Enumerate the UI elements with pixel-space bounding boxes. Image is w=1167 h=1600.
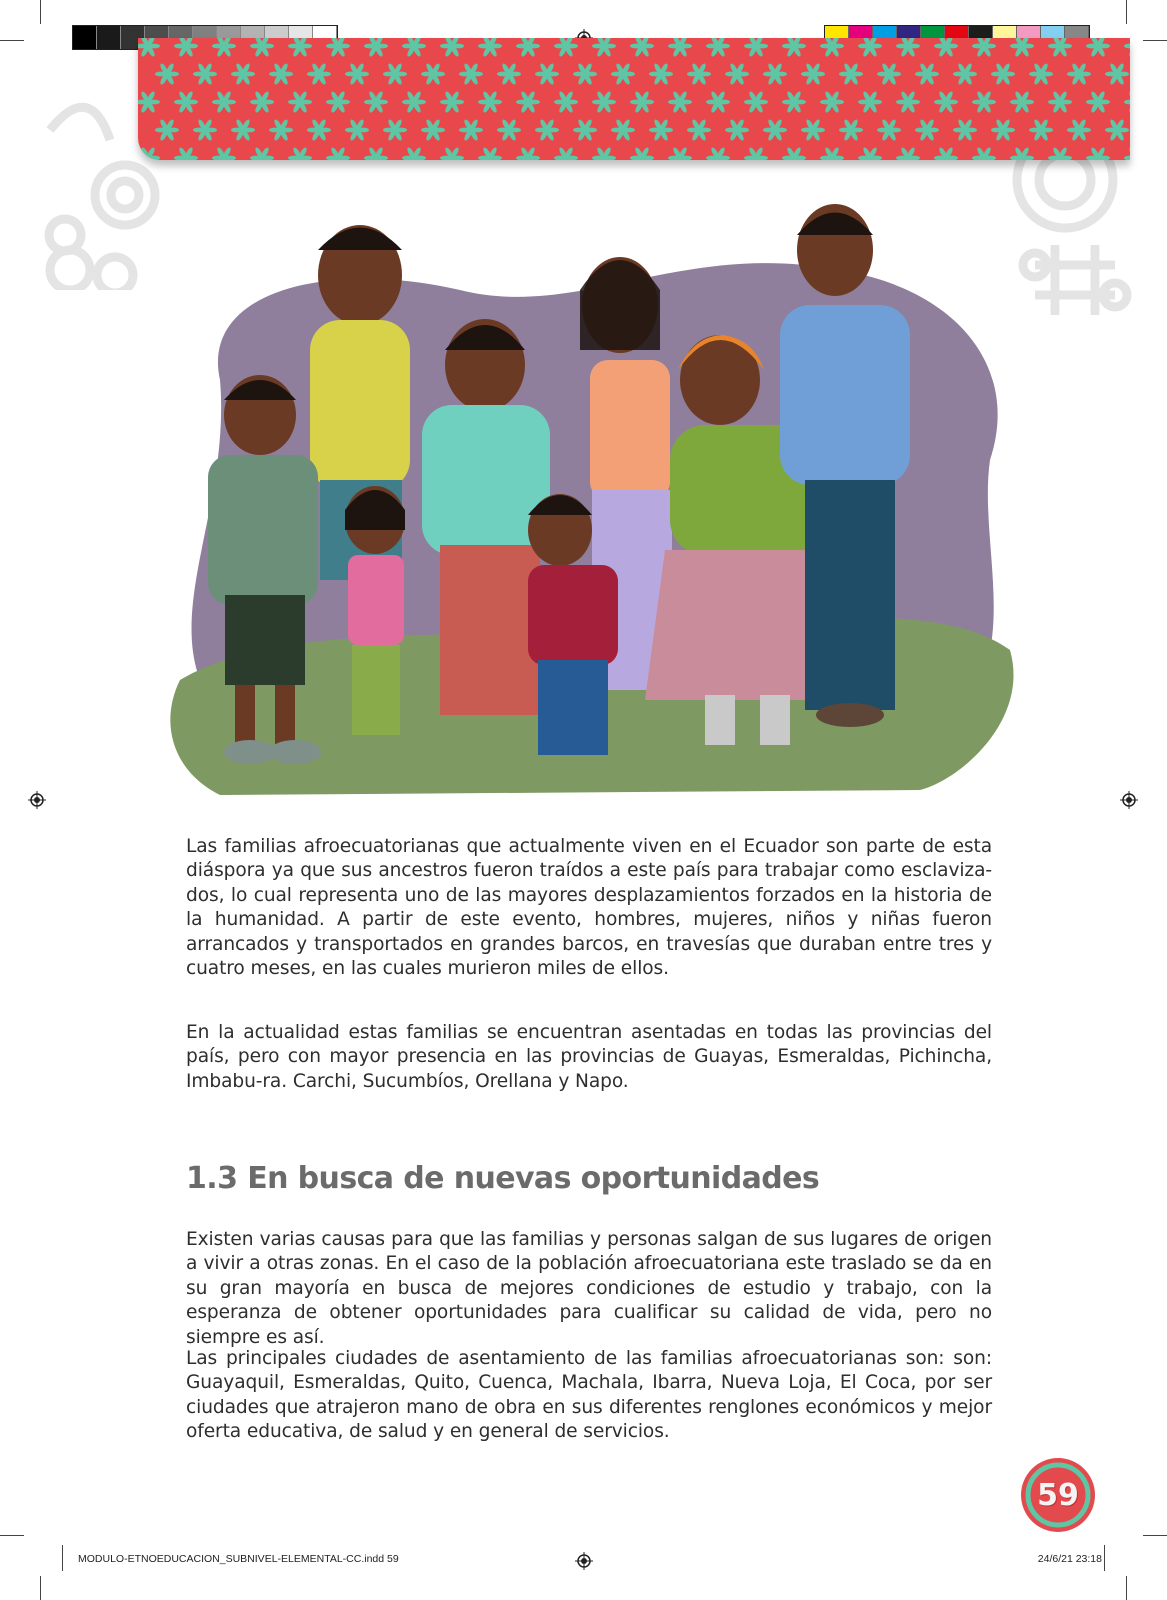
crop-mark	[1126, 0, 1127, 24]
decorative-header-band	[138, 38, 1130, 160]
crop-mark	[40, 0, 41, 24]
crop-mark	[0, 1535, 24, 1536]
crop-mark	[1143, 40, 1167, 41]
gray-swatch	[73, 26, 97, 49]
paragraph-settlement-cities: Las principales ciudades de asentamiento de las familias afroecuatorianas son: son: Guayaquil, Esmeraldas, Quito, Cuenca, Machala, Ibarra, Nueva Loja, El Coca, por ser ciudades que atrajeron mano de obra en sus diferentes renglones económicos y mejor oferta educativa, de salud y en general de servicios.	[186, 1348, 992, 1443]
gray-swatch	[97, 26, 121, 49]
section-title: 1.3 En busca de nuevas oportunidades	[186, 1161, 820, 1196]
footer-file-name: MODULO-ETNOEDUCACION_SUBNIVEL-ELEMENTAL-CC.indd 59	[78, 1553, 399, 1565]
registration-mark-icon	[28, 791, 46, 809]
flower-pattern-icon	[138, 38, 1130, 160]
crop-mark	[1104, 1545, 1105, 1571]
crop-mark	[1143, 1535, 1167, 1536]
crop-mark	[0, 40, 24, 41]
family-group-illustration	[160, 200, 1020, 820]
paragraph-migration-causes: Existen varias causas para que las familias y personas salgan de sus lugares de origen a vivir a otras zonas. En el caso de la población afroecuatoriana este traslado se da en su gran mayoría en busca de mejores condiciones de estudio y trabajo, con la esperanza de obtener oportunidades para cualificar su calidad de vida, pero no siempre es así.	[186, 1229, 992, 1348]
registration-mark-icon	[575, 1552, 593, 1570]
crop-mark	[1126, 1576, 1127, 1600]
paragraph-diaspora: Las familias afroecuatorianas que actualmente viven en el Ecuador son parte de esta diáspora ya que sus ancestros fueron traídos a este país para trabajar como esclaviza-dos, lo cual representa uno de las mayores desplazamientos forzados en la historia de la humanidad. A partir de este evento, hombres, mujeres, niños y niñas fueron arrancados y transportados en grandes barcos, en travesías que duraban entre tres y cuatro meses, en las cuales murieron miles de ellos.	[186, 836, 992, 980]
crop-mark	[62, 1545, 63, 1571]
page-number: 59	[1037, 1478, 1079, 1513]
paragraph-settlement-provinces: En la actualidad estas familias se encuentran asentadas en todas las provincias del país, pero con mayor presencia en las provincias de Guayas, Esmeraldas, Pichincha, Imbabu-ra. Carchi, Sucumbíos, Orellana y Napo.	[186, 1022, 992, 1092]
crop-mark	[40, 1576, 41, 1600]
registration-mark-icon	[1120, 791, 1138, 809]
footer-date-time: 24/6/21 23:18	[1037, 1553, 1102, 1565]
figure-girl-pink-top	[345, 486, 405, 735]
